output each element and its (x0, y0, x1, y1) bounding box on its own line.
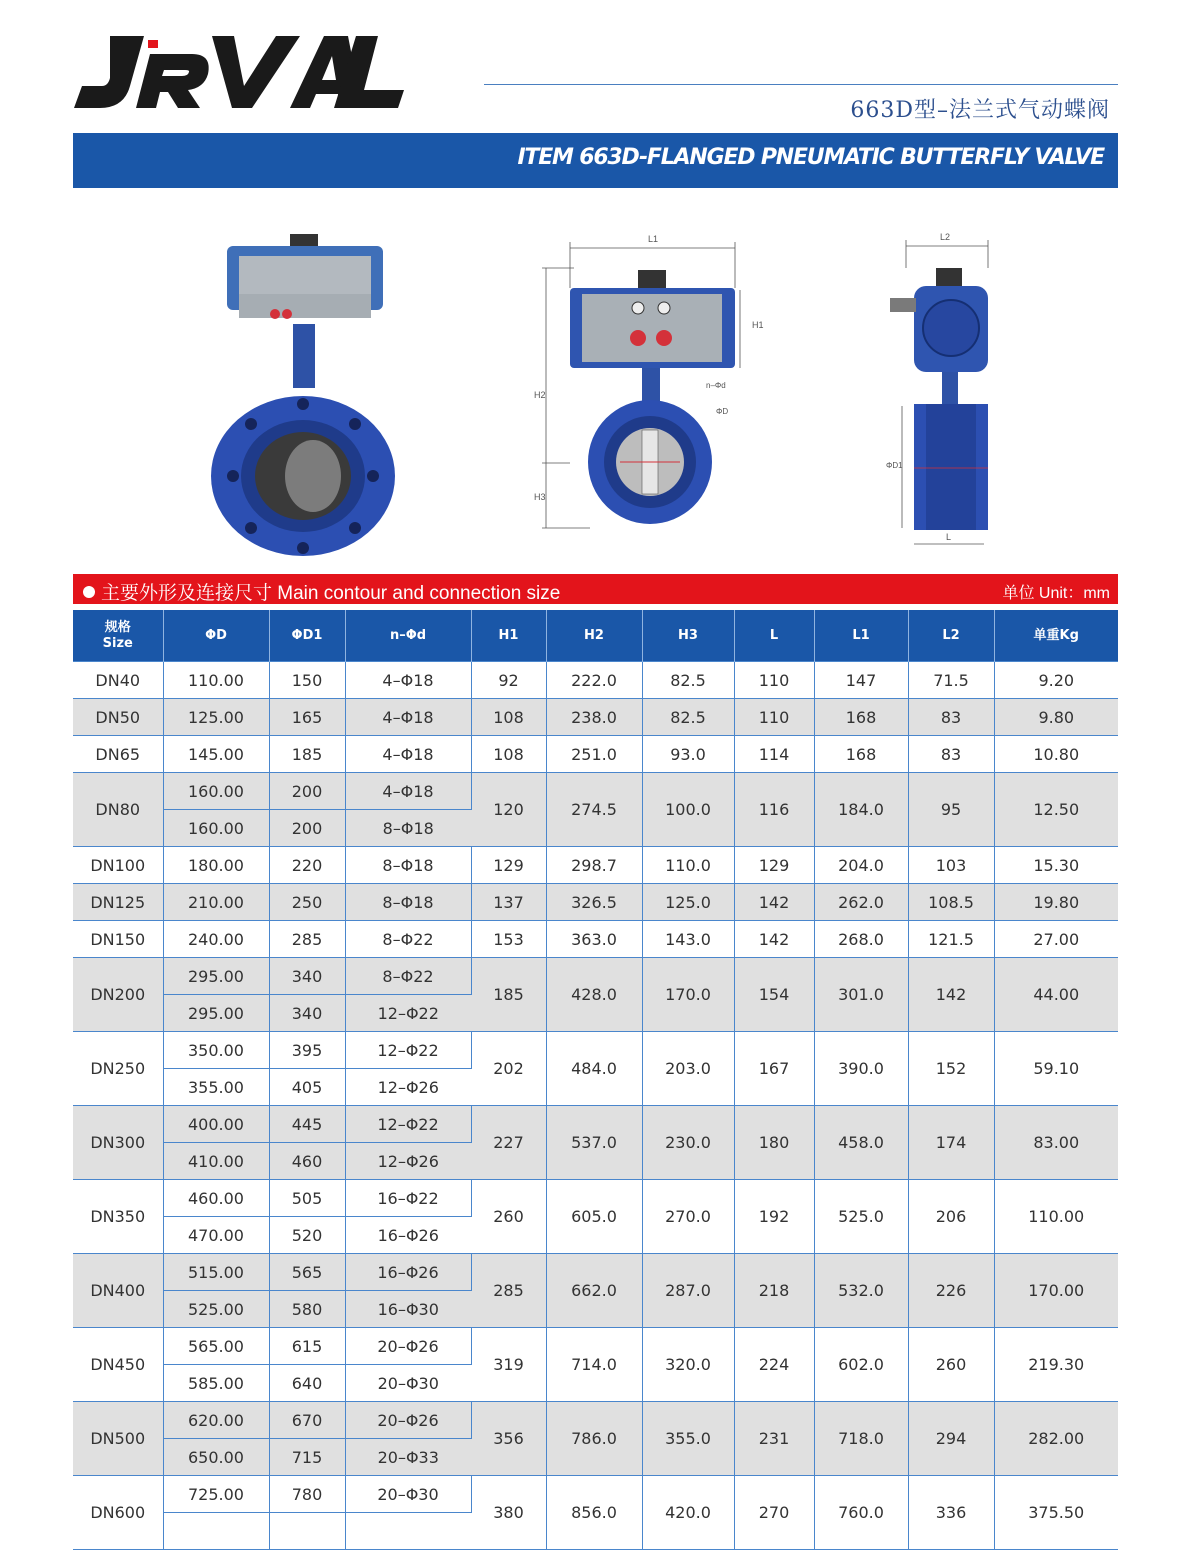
h3-cell: 170.0 (642, 958, 734, 1032)
column-header (269, 610, 345, 662)
d1-cell (269, 1513, 345, 1550)
l2-cell: 71.5 (908, 662, 994, 699)
section-header-bar (73, 574, 1118, 604)
h3-cell: 270.0 (642, 1180, 734, 1254)
h2-cell: 662.0 (546, 1254, 642, 1328)
od-cell: 240.00 (163, 921, 269, 958)
weight-cell: 15.30 (994, 847, 1118, 884)
weight-cell: 9.20 (994, 662, 1118, 699)
size-cell: DN350 (73, 1180, 163, 1254)
l1-cell: 602.0 (814, 1328, 908, 1402)
table-row (73, 773, 1118, 810)
h1-cell: 120 (471, 773, 546, 847)
svg-text:n–Φd: n–Φd (706, 381, 726, 390)
table-row (73, 1032, 1118, 1069)
weight-cell: 9.80 (994, 699, 1118, 736)
size-cell: DN400 (73, 1254, 163, 1328)
od-cell: 180.00 (163, 847, 269, 884)
h3-cell: 125.0 (642, 884, 734, 921)
column-header-text: ΦD (205, 627, 227, 643)
h1-cell: 108 (471, 699, 546, 736)
h1-cell: 380 (471, 1476, 546, 1550)
l-cell: 180 (734, 1106, 814, 1180)
l-cell: 114 (734, 736, 814, 773)
l1-cell: 262.0 (814, 884, 908, 921)
l1-cell: 390.0 (814, 1032, 908, 1106)
h2-cell: 298.7 (546, 847, 642, 884)
h1-cell: 153 (471, 921, 546, 958)
table-row (73, 847, 1118, 884)
bolt-holes-cell: 12–Φ26 (345, 1143, 471, 1180)
d1-cell: 285 (269, 921, 345, 958)
svg-text:L: L (946, 532, 952, 542)
weight-cell: 19.80 (994, 884, 1118, 921)
weight-cell: 83.00 (994, 1106, 1118, 1180)
od-cell: 515.00 (163, 1254, 269, 1291)
size-cell: DN125 (73, 884, 163, 921)
weight-cell: 170.00 (994, 1254, 1118, 1328)
l-cell: 142 (734, 921, 814, 958)
column-header-text: H1 (498, 627, 519, 643)
svg-text:H2: H2 (534, 390, 546, 400)
h1-cell: 319 (471, 1328, 546, 1402)
d1-cell: 220 (269, 847, 345, 884)
od-cell: 355.00 (163, 1069, 269, 1106)
l-cell: 110 (734, 699, 814, 736)
l1-cell: 147 (814, 662, 908, 699)
l2-cell: 174 (908, 1106, 994, 1180)
svg-text:H3: H3 (534, 492, 546, 502)
od-cell: 400.00 (163, 1106, 269, 1143)
od-cell: 145.00 (163, 736, 269, 773)
column-header-text: H3 (678, 627, 698, 643)
l1-cell: 168 (814, 736, 908, 773)
weight-cell: 282.00 (994, 1402, 1118, 1476)
table-row (73, 1180, 1118, 1217)
bolt-holes-cell: 4–Φ18 (345, 773, 471, 810)
d1-cell: 615 (269, 1328, 345, 1365)
od-cell: 470.00 (163, 1217, 269, 1254)
table-body (73, 662, 1118, 1550)
h2-cell: 428.0 (546, 958, 642, 1032)
d1-cell: 250 (269, 884, 345, 921)
size-cell: DN100 (73, 847, 163, 884)
l1-cell: 718.0 (814, 1402, 908, 1476)
table-row (73, 662, 1118, 699)
l2-cell: 142 (908, 958, 994, 1032)
bolt-holes-cell: 16–Φ30 (345, 1291, 471, 1328)
column-header (546, 610, 642, 662)
l2-cell: 95 (908, 773, 994, 847)
od-cell: 110.00 (163, 662, 269, 699)
l-cell: 116 (734, 773, 814, 847)
h1-cell: 260 (471, 1180, 546, 1254)
column-header (471, 610, 546, 662)
size-cell: DN200 (73, 958, 163, 1032)
table-row (73, 958, 1118, 995)
bolt-holes-cell: 20–Φ26 (345, 1328, 471, 1365)
jrval-logo (72, 30, 404, 112)
od-cell: 585.00 (163, 1365, 269, 1402)
bolt-holes-cell: 12–Φ26 (345, 1069, 471, 1106)
column-header-text: Size (102, 635, 133, 651)
bolt-holes-cell: 16–Φ22 (345, 1180, 471, 1217)
l2-cell: 294 (908, 1402, 994, 1476)
d1-cell: 780 (269, 1476, 345, 1513)
weight-cell: 219.30 (994, 1328, 1118, 1402)
h1-cell: 92 (471, 662, 546, 699)
h2-cell: 326.5 (546, 884, 642, 921)
h2-cell: 605.0 (546, 1180, 642, 1254)
h3-cell: 287.0 (642, 1254, 734, 1328)
d1-cell: 565 (269, 1254, 345, 1291)
l2-cell: 103 (908, 847, 994, 884)
bullet-icon (83, 586, 95, 598)
svg-text:L1: L1 (648, 234, 659, 244)
h1-cell: 285 (471, 1254, 546, 1328)
l1-cell: 760.0 (814, 1476, 908, 1550)
chinese-product-title: 663D型–法兰式气动蝶阀 (850, 98, 1110, 123)
svg-text:ΦD1: ΦD1 (886, 461, 903, 470)
d1-cell: 460 (269, 1143, 345, 1180)
bolt-holes-cell: 16–Φ26 (345, 1254, 471, 1291)
size-cell: DN40 (73, 662, 163, 699)
l-cell: 192 (734, 1180, 814, 1254)
l-cell: 231 (734, 1402, 814, 1476)
bolt-holes-cell: 8–Φ18 (345, 810, 471, 847)
h2-cell: 537.0 (546, 1106, 642, 1180)
d1-cell: 580 (269, 1291, 345, 1328)
h2-cell: 238.0 (546, 699, 642, 736)
h3-cell: 355.0 (642, 1402, 734, 1476)
header-rule (484, 84, 1118, 85)
svg-text:H1: H1 (752, 320, 764, 330)
l1-cell: 532.0 (814, 1254, 908, 1328)
unit-label: 单位 Unit：mm (1002, 585, 1110, 602)
weight-cell: 110.00 (994, 1180, 1118, 1254)
h1-cell: 185 (471, 958, 546, 1032)
od-cell: 295.00 (163, 995, 269, 1032)
bolt-holes-cell: 20–Φ30 (345, 1476, 471, 1513)
column-header-text: H2 (584, 627, 604, 643)
english-product-title: ITEM 663D-FLANGED PNEUMATIC BUTTERFLY VALVE (517, 145, 1104, 170)
size-cell: DN150 (73, 921, 163, 958)
d1-cell: 150 (269, 662, 345, 699)
od-cell: 350.00 (163, 1032, 269, 1069)
h1-cell: 129 (471, 847, 546, 884)
size-cell: DN500 (73, 1402, 163, 1476)
d1-cell: 405 (269, 1069, 345, 1106)
size-cell: DN300 (73, 1106, 163, 1180)
l1-cell: 301.0 (814, 958, 908, 1032)
bolt-holes-cell: 16–Φ26 (345, 1217, 471, 1254)
h2-cell: 251.0 (546, 736, 642, 773)
h1-cell: 108 (471, 736, 546, 773)
d1-cell: 445 (269, 1106, 345, 1143)
h2-cell: 714.0 (546, 1328, 642, 1402)
svg-text:L2: L2 (940, 232, 951, 242)
weight-cell: 44.00 (994, 958, 1118, 1032)
column-header-text: n–Φd (389, 627, 427, 643)
weight-cell: 12.50 (994, 773, 1118, 847)
l2-cell: 121.5 (908, 921, 994, 958)
table-row (73, 921, 1118, 958)
h3-cell: 82.5 (642, 662, 734, 699)
od-cell: 725.00 (163, 1476, 269, 1513)
l2-cell: 83 (908, 699, 994, 736)
d1-cell: 395 (269, 1032, 345, 1069)
d1-cell: 520 (269, 1217, 345, 1254)
h1-cell: 356 (471, 1402, 546, 1476)
h2-cell: 856.0 (546, 1476, 642, 1550)
l-cell: 142 (734, 884, 814, 921)
dimension-table (73, 610, 1118, 1550)
d1-cell: 340 (269, 958, 345, 995)
h2-cell: 363.0 (546, 921, 642, 958)
l-cell: 110 (734, 662, 814, 699)
front-dimension-drawing (530, 228, 770, 548)
d1-cell: 185 (269, 736, 345, 773)
column-header-text: 规格 (104, 619, 131, 635)
table-header-row (73, 610, 1118, 662)
l2-cell: 336 (908, 1476, 994, 1550)
size-cell: DN80 (73, 773, 163, 847)
l1-cell: 204.0 (814, 847, 908, 884)
valve-product-photo (205, 228, 405, 558)
od-cell: 210.00 (163, 884, 269, 921)
weight-cell: 27.00 (994, 921, 1118, 958)
od-cell: 620.00 (163, 1402, 269, 1439)
l1-cell: 458.0 (814, 1106, 908, 1180)
od-cell: 650.00 (163, 1439, 269, 1476)
bolt-holes-cell: 4–Φ18 (345, 699, 471, 736)
bolt-holes-cell: 8–Φ22 (345, 921, 471, 958)
table-row (73, 699, 1118, 736)
table-row (73, 884, 1118, 921)
h3-cell: 93.0 (642, 736, 734, 773)
h3-cell: 230.0 (642, 1106, 734, 1180)
bolt-holes-cell: 20–Φ26 (345, 1402, 471, 1439)
column-header-text: L2 (942, 627, 960, 643)
column-header (642, 610, 734, 662)
l-cell: 218 (734, 1254, 814, 1328)
h3-cell: 420.0 (642, 1476, 734, 1550)
od-cell: 160.00 (163, 810, 269, 847)
table-row (73, 736, 1118, 773)
column-header (994, 610, 1118, 662)
size-cell: DN450 (73, 1328, 163, 1402)
h2-cell: 484.0 (546, 1032, 642, 1106)
weight-cell: 10.80 (994, 736, 1118, 773)
d1-cell: 165 (269, 699, 345, 736)
od-cell: 295.00 (163, 958, 269, 995)
bolt-holes-cell (345, 1513, 471, 1550)
h3-cell: 143.0 (642, 921, 734, 958)
h3-cell: 100.0 (642, 773, 734, 847)
column-header (908, 610, 994, 662)
h3-cell: 203.0 (642, 1032, 734, 1106)
column-header-text: L1 (852, 627, 870, 643)
table-row (73, 1476, 1118, 1513)
od-cell: 565.00 (163, 1328, 269, 1365)
h2-cell: 274.5 (546, 773, 642, 847)
bolt-holes-cell: 12–Φ22 (345, 1106, 471, 1143)
l2-cell: 152 (908, 1032, 994, 1106)
od-cell: 410.00 (163, 1143, 269, 1180)
bolt-holes-cell: 8–Φ18 (345, 847, 471, 884)
d1-cell: 200 (269, 810, 345, 847)
h1-cell: 137 (471, 884, 546, 921)
d1-cell: 200 (269, 773, 345, 810)
h3-cell: 110.0 (642, 847, 734, 884)
h1-cell: 227 (471, 1106, 546, 1180)
bolt-holes-cell: 12–Φ22 (345, 995, 471, 1032)
table-row (73, 1106, 1118, 1143)
h2-cell: 222.0 (546, 662, 642, 699)
od-cell (163, 1513, 269, 1550)
l2-cell: 83 (908, 736, 994, 773)
d1-cell: 640 (269, 1365, 345, 1402)
bolt-holes-cell: 4–Φ18 (345, 736, 471, 773)
l1-cell: 168 (814, 699, 908, 736)
l1-cell: 268.0 (814, 921, 908, 958)
weight-cell: 375.50 (994, 1476, 1118, 1550)
l2-cell: 226 (908, 1254, 994, 1328)
d1-cell: 505 (269, 1180, 345, 1217)
section-title: 主要外形及连接尺寸 Main contour and connection size (83, 578, 560, 605)
l-cell: 270 (734, 1476, 814, 1550)
svg-text:ΦD: ΦD (716, 407, 729, 416)
l-cell: 167 (734, 1032, 814, 1106)
od-cell: 460.00 (163, 1180, 269, 1217)
h3-cell: 82.5 (642, 699, 734, 736)
column-header (734, 610, 814, 662)
title-banner (73, 133, 1118, 188)
table-row (73, 1254, 1118, 1291)
l-cell: 224 (734, 1328, 814, 1402)
weight-cell: 59.10 (994, 1032, 1118, 1106)
l-cell: 154 (734, 958, 814, 1032)
column-header-text: 单重Kg (1033, 627, 1079, 643)
bolt-holes-cell: 12–Φ22 (345, 1032, 471, 1069)
l2-cell: 206 (908, 1180, 994, 1254)
d1-cell: 340 (269, 995, 345, 1032)
table-row (73, 1328, 1118, 1365)
d1-cell: 715 (269, 1439, 345, 1476)
column-header (345, 610, 471, 662)
column-header (814, 610, 908, 662)
table-row (73, 1402, 1118, 1439)
size-cell: DN250 (73, 1032, 163, 1106)
l1-cell: 184.0 (814, 773, 908, 847)
side-dimension-drawing (880, 228, 1000, 548)
bolt-holes-cell: 8–Φ22 (345, 958, 471, 995)
bolt-holes-cell: 8–Φ18 (345, 884, 471, 921)
column-header-text: L (769, 627, 779, 643)
l-cell: 129 (734, 847, 814, 884)
h2-cell: 786.0 (546, 1402, 642, 1476)
bolt-holes-cell: 20–Φ30 (345, 1365, 471, 1402)
l2-cell: 108.5 (908, 884, 994, 921)
size-cell: DN600 (73, 1476, 163, 1550)
l1-cell: 525.0 (814, 1180, 908, 1254)
h3-cell: 320.0 (642, 1328, 734, 1402)
column-header (163, 610, 269, 662)
size-cell: DN65 (73, 736, 163, 773)
l2-cell: 260 (908, 1328, 994, 1402)
bolt-holes-cell: 20–Φ33 (345, 1439, 471, 1476)
od-cell: 525.00 (163, 1291, 269, 1328)
od-cell: 125.00 (163, 699, 269, 736)
column-header (73, 610, 163, 662)
od-cell: 160.00 (163, 773, 269, 810)
size-cell: DN50 (73, 699, 163, 736)
d1-cell: 670 (269, 1402, 345, 1439)
column-header-text: ΦD1 (291, 627, 323, 643)
bolt-holes-cell: 4–Φ18 (345, 662, 471, 699)
h1-cell: 202 (471, 1032, 546, 1106)
